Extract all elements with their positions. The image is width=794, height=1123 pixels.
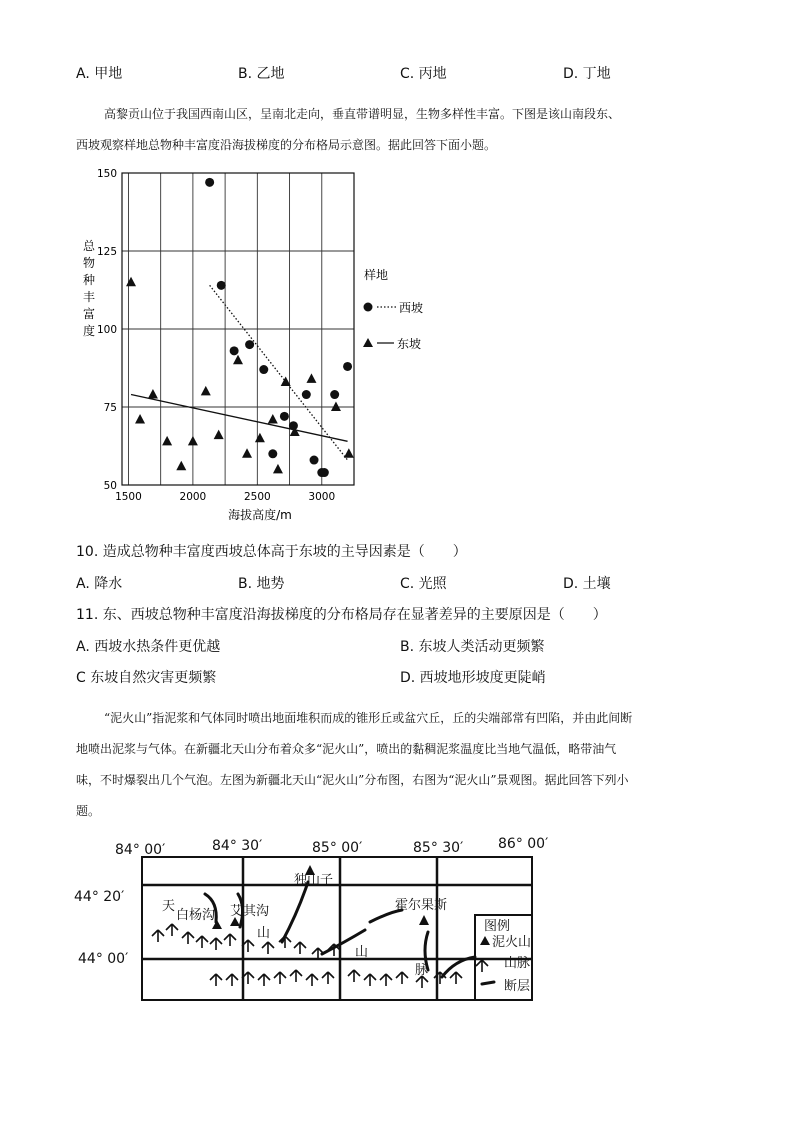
option-a: A. 甲地 — [76, 66, 123, 82]
intro1-line1: 高黎贡山位于我国西南山区，呈南北走向，垂直带谱明显，生物多样性丰富。下图是该山南段东、 — [104, 107, 621, 121]
range-char-shan-2: 山 — [355, 945, 369, 960]
chart-grid — [122, 173, 354, 485]
mountain-icon — [224, 934, 236, 946]
intro2-line3: 味，不时爆裂出几个气泡。左图为新疆北天山“泥火山”分布图，右图为“泥火山”景观图。据此回答下列小 — [76, 773, 629, 787]
intro2-line4: 题。 — [76, 804, 101, 818]
east-slope-point — [331, 402, 341, 412]
west-slope-point — [280, 412, 289, 421]
lon-label-86-00: 86° 00′ — [498, 836, 549, 852]
west-slope-point — [245, 340, 254, 349]
y-tick-label: 125 — [96, 246, 117, 258]
place-aiqigou: 艾其沟 — [230, 904, 270, 919]
mountain-icon — [348, 970, 360, 982]
mountain-icon — [322, 972, 334, 984]
x-tick-label: 2000 — [179, 491, 207, 503]
east-slope-point — [273, 464, 283, 474]
legend-title: 图例 — [484, 919, 511, 934]
west-slope-point — [217, 281, 226, 290]
lon-label-84-00: 84° 00′ — [115, 842, 166, 858]
q10-option-a: A. 降水 — [76, 576, 123, 592]
legend-mud-volcano-label: 泥火山 — [492, 935, 532, 950]
fault-line — [282, 882, 308, 942]
option-b: B. 乙地 — [238, 66, 285, 82]
range-char-shan-1: 山 — [257, 926, 271, 941]
mud-volcano-huoerguosi — [419, 915, 429, 925]
range-char-tian: 天 — [162, 899, 176, 914]
east-slope-point — [188, 436, 198, 446]
y-tick-label: 100 — [96, 324, 117, 336]
mountain-icon — [166, 924, 178, 936]
legend-west-marker — [364, 303, 373, 312]
east-slope-point — [176, 461, 186, 471]
east-slope-point — [306, 373, 316, 383]
mountain-icon — [226, 974, 238, 986]
y-axis-label-char: 总 — [82, 239, 96, 253]
mountain-icon — [450, 972, 462, 984]
y-axis-label-char: 丰 — [82, 290, 96, 304]
x-axis-label: 海拔高度/m — [228, 508, 292, 522]
x-tick-label: 2500 — [243, 491, 271, 503]
mountain-icon — [210, 974, 222, 986]
east-slope-point — [242, 448, 252, 458]
mountain-icon — [306, 974, 318, 986]
west-slope-point — [330, 390, 339, 399]
q11-option-a: A. 西坡水热条件更优越 — [76, 639, 221, 655]
q10-stem: 10. 造成总物种丰富度西坡总体高于东坡的主导因素是（ ） — [76, 544, 467, 560]
y-tick-label: 150 — [96, 168, 117, 180]
mountain-icon — [262, 942, 274, 954]
lat-label-44-20: 44° 20′ — [74, 889, 125, 905]
east-slope-point — [255, 433, 265, 443]
legend-west-label: 西坡 — [399, 301, 424, 315]
y-axis-label-char: 度 — [82, 324, 96, 338]
mountain-icon — [294, 942, 306, 954]
mountain-icon — [258, 974, 270, 986]
mountain-symbols — [152, 924, 462, 988]
mountain-icon — [396, 972, 408, 984]
west-slope-point — [205, 178, 214, 187]
west-slope-point — [302, 390, 311, 399]
east-slope-point — [148, 389, 158, 399]
map-frame — [142, 857, 532, 1000]
west-slope-point — [268, 449, 277, 458]
legend-mud-volcano-icon — [480, 936, 490, 945]
legend-east-label: 东坡 — [397, 337, 422, 351]
legend-east-marker — [363, 338, 373, 347]
lat-label-44-00: 44° 00′ — [78, 951, 129, 967]
legend-mountain-icon — [476, 960, 488, 972]
q10-option-b: B. 地势 — [238, 576, 285, 592]
q11-option-b: B. 东坡人类活动更频繁 — [400, 639, 545, 655]
west-slope-point — [343, 362, 352, 371]
mountain-icon — [196, 936, 208, 948]
intro2-line1: “泥火山”指泥浆和气体同时喷出地面堆积而成的锥形丘或盆穴丘，丘的尖端部常有凹陷，并由此间断 — [104, 711, 633, 725]
place-baiyanggou: 白杨沟 — [176, 908, 216, 923]
mountain-icon — [380, 974, 392, 986]
y-axis-label-char: 物 — [82, 256, 96, 270]
east-slope-point — [268, 414, 278, 424]
east-slope-point — [201, 386, 211, 396]
lon-label-85-30: 85° 30′ — [413, 840, 464, 856]
q11-stem: 11. 东、西坡总物种丰富度沿海拔梯度的分布格局存在显著差异的主要原因是（ ） — [76, 607, 607, 623]
place-huoerguosi: 霍尔果斯 — [395, 898, 448, 913]
legend-fault-label: 断层 — [504, 979, 531, 994]
q10-option-c: C. 光照 — [400, 576, 447, 592]
mountain-icon — [152, 930, 164, 942]
y-axis-label-char: 种 — [82, 273, 96, 287]
intro1-line2: 西坡观察样地总物种丰富度沿海拔梯度的分布格局示意图。据此回答下面小题。 — [76, 138, 497, 152]
mountain-icon — [182, 932, 194, 944]
east-slope-point — [135, 414, 145, 424]
legend-mountain-label: 山脉 — [504, 956, 531, 971]
y-axis-label-char: 富 — [82, 307, 96, 321]
chart-marks — [126, 178, 354, 477]
range-char-mai: 脉 — [415, 963, 429, 978]
east-slope-point — [233, 355, 243, 365]
intro2-line2: 地喷出泥浆与气体。在新疆北天山分布着众多“泥火山”，喷出的黏稠泥浆温度比当地气温低，略带油气 — [76, 742, 617, 756]
species-richness-chart — [70, 165, 440, 530]
y-tick-label: 75 — [103, 402, 117, 414]
tianshan-mud-volcano-map — [70, 832, 549, 1007]
west-slope-point — [230, 346, 239, 355]
mountain-icon — [210, 938, 222, 950]
y-axis-label — [83, 239, 96, 338]
west-slope-point — [259, 365, 268, 374]
x-tick-label: 3000 — [308, 491, 336, 503]
lon-label-84-30: 84° 30′ — [212, 838, 263, 854]
lon-label-85-00: 85° 00′ — [312, 840, 363, 856]
mountain-icon — [274, 972, 286, 984]
q10-option-d: D. 土壤 — [563, 576, 611, 592]
chart-tick-labels — [97, 168, 335, 503]
x-tick-label: 1500 — [115, 491, 142, 503]
east-slope-point — [214, 430, 224, 440]
mountain-icon — [364, 974, 376, 986]
place-dushanzi: 独山子 — [294, 873, 334, 888]
q11-option-d: D. 西坡地形坡度更陡峭 — [400, 670, 546, 686]
legend-fault-icon — [482, 982, 494, 984]
east-slope-point — [344, 448, 354, 458]
y-tick-label: 50 — [103, 480, 117, 492]
west-slope-point — [320, 468, 329, 477]
east-slope-point — [162, 436, 172, 446]
legend-title: 样地 — [364, 268, 389, 282]
option-d: D. 丁地 — [563, 66, 611, 82]
west-slope-point — [310, 456, 319, 465]
east-slope-point — [126, 277, 136, 287]
trendline-west — [210, 285, 348, 460]
option-c: C. 丙地 — [400, 66, 447, 82]
mountain-icon — [290, 970, 302, 982]
q11-option-c: C 东坡自然灾害更频繁 — [76, 670, 217, 686]
